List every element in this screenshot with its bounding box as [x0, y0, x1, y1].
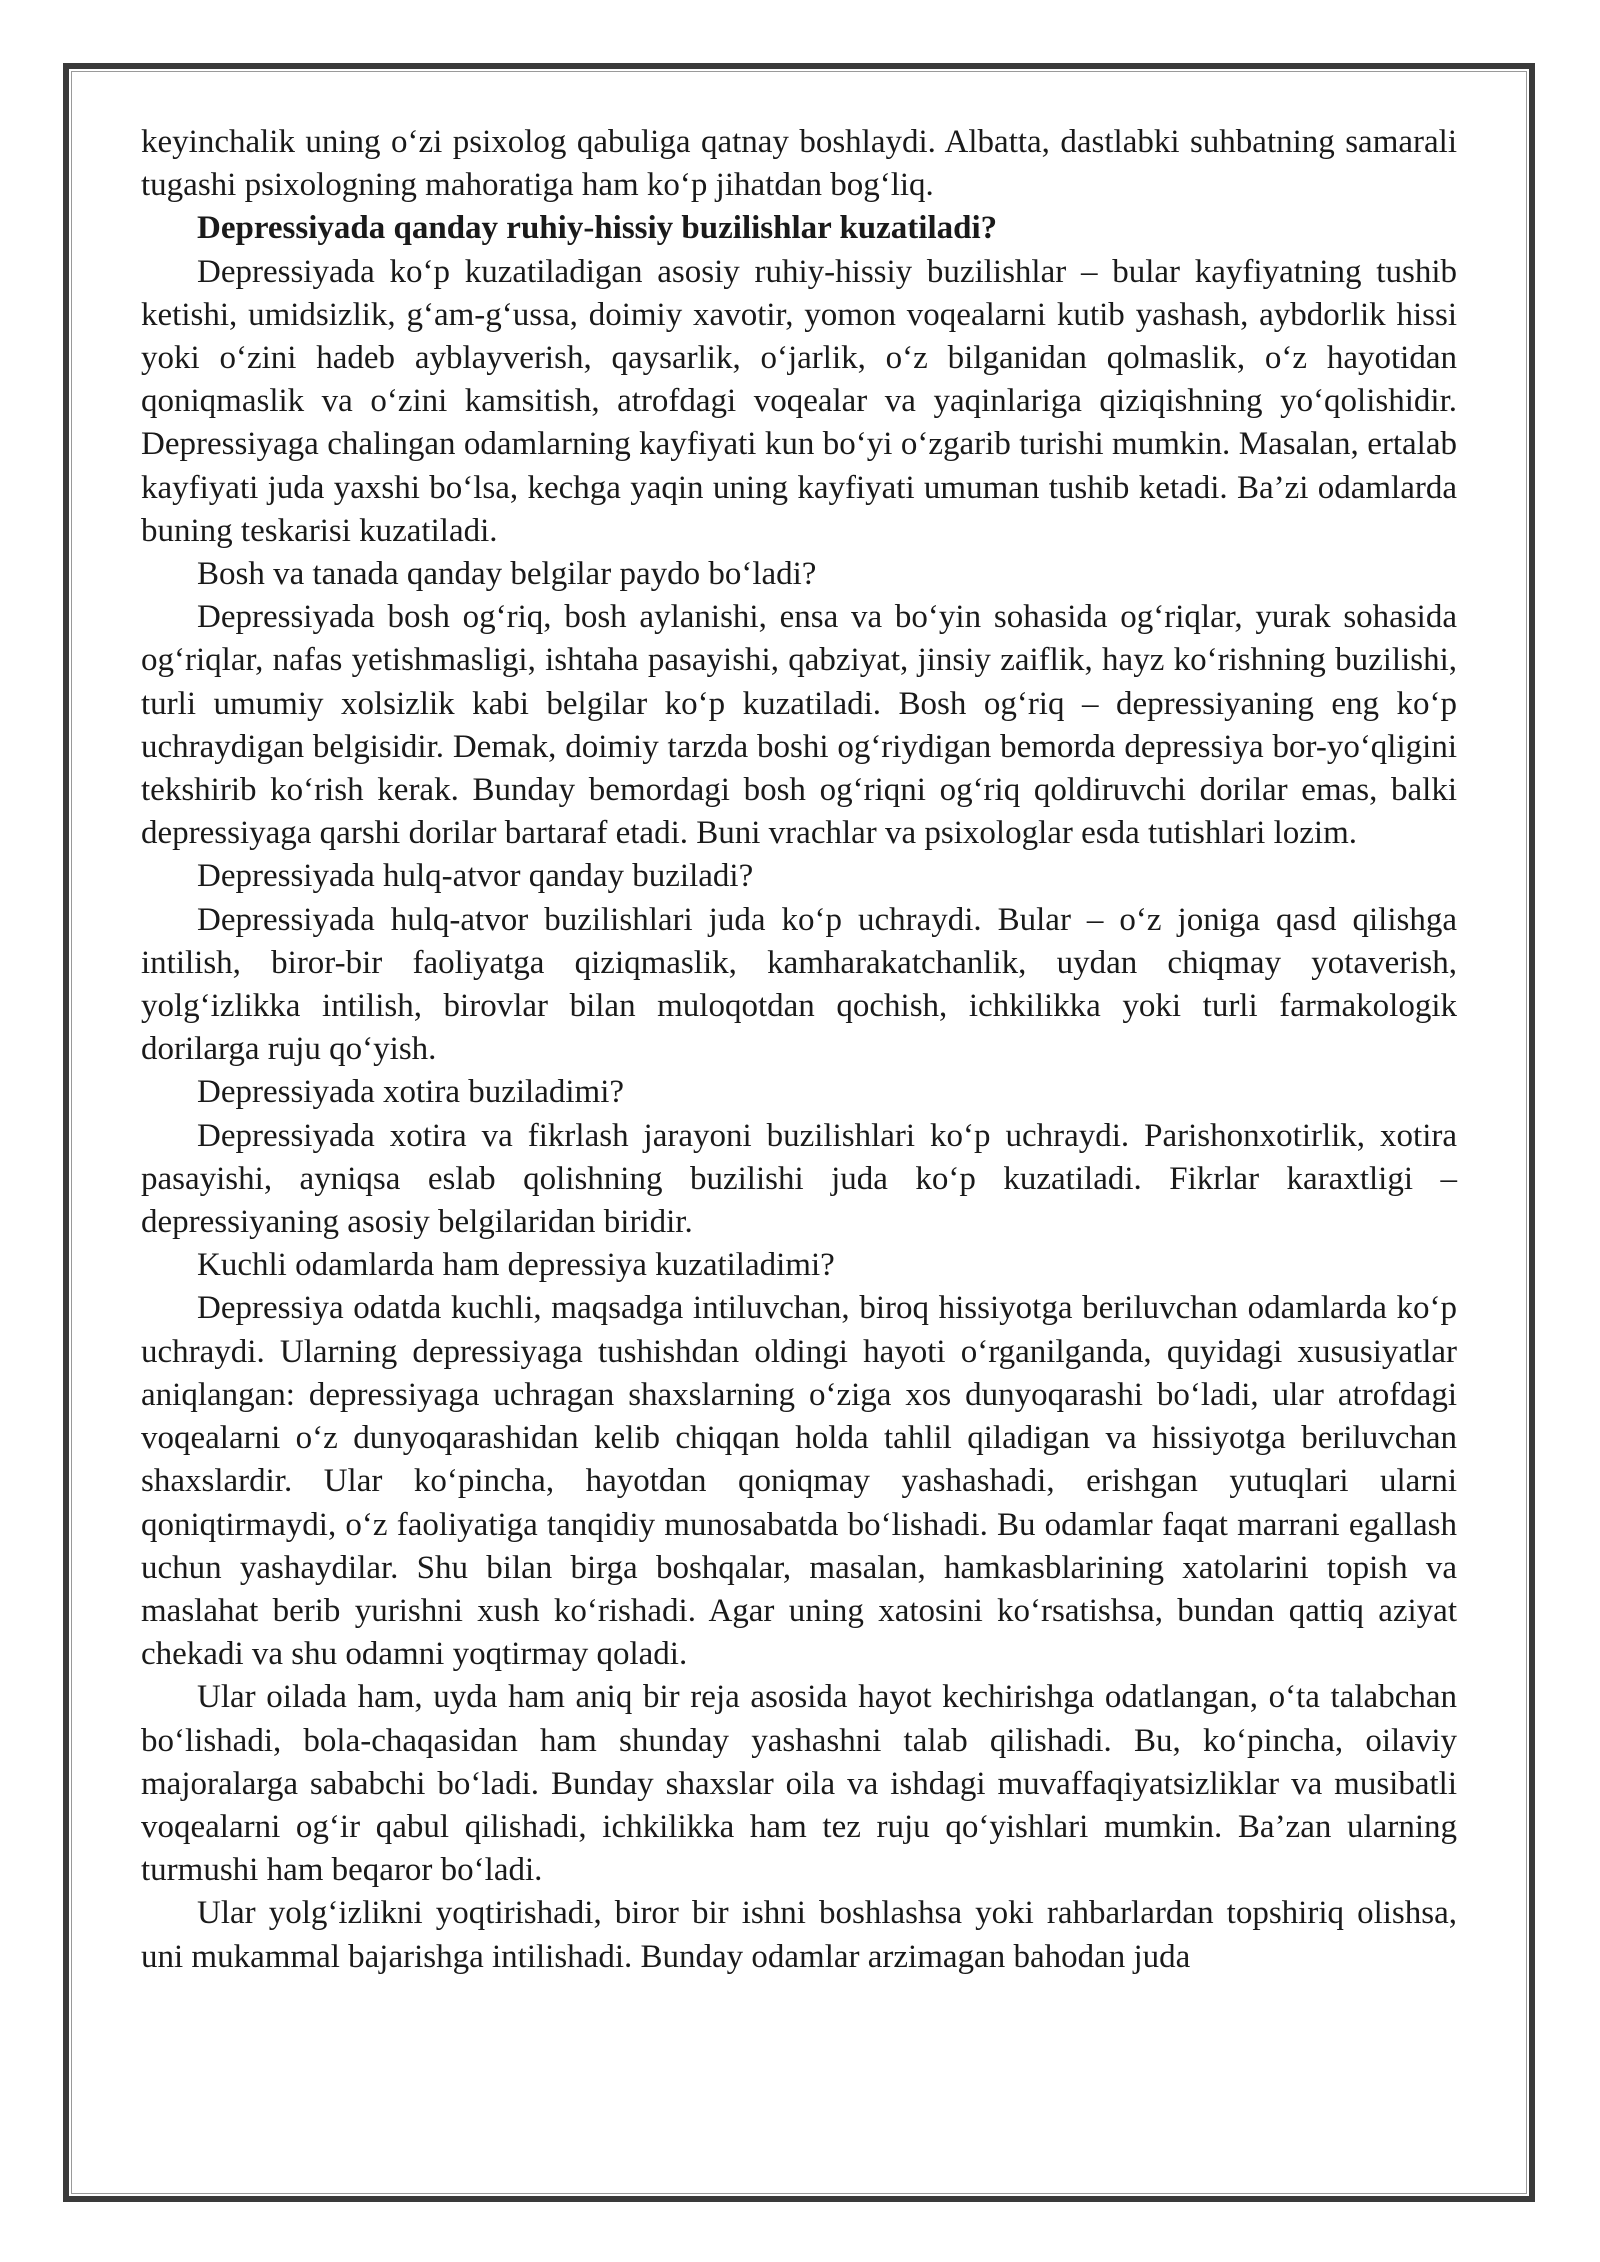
body-paragraph: Ular oilada ham, uyda ham aniq bir reja asosida hayot kechirishga odatlangan, o‘ta talabchan bo‘lishadi, bola-chaqasidan ham shunday yashashni talab qilishadi. Bu, ko‘pincha, oilaviy majoralarga sababchi bo‘ladi. Bunday shaxslar oila va ishdagi muvaffaqiyatsizliklar va musibatli voqealarni og‘ir qabul qilishadi, ichkilikka ham tez ruju qo‘yishlari mumkin. Ba’zan ularning turmushi ham beqaror bo‘ladi.	[141, 1679, 1457, 1889]
body-paragraph: Depressiyada bosh og‘riq, bosh aylanishi, ensa va bo‘yin sohasida og‘riqlar, yurak sohasida og‘riqlar, nafas yetishmasligi, ishtaha pasayishi, qabziyat, jinsiy zaiflik, hayz ko‘rishning buzilishi, turli umumiy xolsizlik kabi belgilar ko‘p kuzatiladi. Bosh og‘riq – depressiyaning eng ko‘p uchraydigan belgisidir. Demak, doimiy tarzda boshi og‘riydigan bemorda depressiya bor-yo‘qligini tekshirib ko‘rish kerak. Bunday bemordagi bosh og‘riqni og‘riq qoldiruvchi dorilar emas, balki depressiyaga qarshi dorilar bartaraf etadi. Buni vrachlar va psixologlar esda tutishlari lozim.	[141, 599, 1457, 852]
page-frame	[63, 63, 1535, 2202]
document-body	[141, 121, 1457, 1979]
body-paragraph: Ular yolg‘izlikni yoqtirishadi, biror bir ishni boshlashsa yoki rahbarlardan topshiriq olishsa, uni mukammal bajarishga intilishadi. Bunday odamlar arzimagan bahodan juda	[141, 1895, 1457, 1975]
question-heading: Depressiyada hulq-atvor qanday buziladi?	[197, 858, 754, 895]
question-heading: Kuchli odamlarda ham depressiya kuzatiladimi?	[197, 1247, 835, 1284]
body-paragraph: Depressiya odatda kuchli, maqsadga intiluvchan, biroq hissiyotga beriluvchan odamlarda ko‘p uchraydi. Ularning depressiyaga tushishdan oldingi hayoti o‘rganilganda, quyidagi xususiyatlar aniqlangan: depressiyaga uchragan shaxslarning o‘ziga xos dunyoqarashi bo‘ladi, ular atrofdagi voqealarni o‘z dunyoqarashidan kelib chiqqan holda tahlil qiladigan va hissiyotga beriluvchan shaxslardir. Ular ko‘pincha, hayotdan qoniqmay yashashadi, erishgan yutuqlari ularni qoniqtirmaydi, o‘z faoliyatiga tanqidiy munosabatda bo‘lishadi. Bu odamlar faqat marrani egallash uchun yashaydilar. Shu bilan birga boshqalar, masalan, hamkasblarining xatolarini topish va maslahat berib yurishni xush ko‘rishadi. Agar uning xatosini ko‘rsatishsa, bundan qattiq aziyat chekadi va shu odamni yoqtirmay qoladi.	[141, 1290, 1457, 1673]
question-heading: Depressiyada xotira buziladimi?	[197, 1074, 625, 1111]
paragraph-continuation: keyinchalik uning o‘zi psixolog qabuliga qatnay boshlaydi. Albatta, dastlabki suhbatning samarali tugashi psixologning mahoratiga ham ko‘p jihatdan bog‘liq.	[141, 124, 1457, 204]
question-heading: Bosh va tanada qanday belgilar paydo bo‘ladi?	[197, 556, 817, 593]
section-heading: Depressiyada qanday ruhiy-hissiy buzilishlar kuzatiladi?	[197, 210, 998, 247]
body-paragraph: Depressiyada hulq-atvor buzilishlari juda ko‘p uchraydi. Bular – o‘z joniga qasd qilishga intilish, biror-bir faoliyatga qiziqmaslik, kamharakatchanlik, uydan chiqmay yotaverish, yolg‘izlikka intilish, birovlar bilan muloqotdan qochish, ichkilikka yoki turli farmakologik dorilarga ruju qo‘yish.	[141, 901, 1457, 1068]
body-paragraph: Depressiyada xotira va fikrlash jarayoni buzilishlari ko‘p uchraydi. Parishonxotirlik, xotira pasayishi, ayniqsa eslab qolishning buzilishi juda ko‘p kuzatiladi. Fikrlar karaxtligi – depressiyaning asosiy belgilaridan biridir.	[141, 1117, 1457, 1241]
body-paragraph: Depressiyada ko‘p kuzatiladigan asosiy ruhiy-hissiy buzilishlar – bular kayfiyatning tushib ketishi, umidsizlik, g‘am-g‘ussa, doimiy xavotir, yomon voqealarni kutib yashash, aybdorlik hissi yoki o‘zini hadeb ayblayverish, qaysarlik, o‘jarlik, o‘z bilganidan qolmaslik, o‘z hayotidan qoniqmaslik va o‘zini kamsitish, atrofdagi voqealar va yaqinlariga qiziqishning yo‘qolishidir. Depressiyaga chalingan odamlarning kayfiyati kun bo‘yi o‘zgarib turishi mumkin. Masalan, ertalab kayfiyati juda yaxshi bo‘lsa, kechga yaqin uning kayfiyati umuman tushib ketadi. Ba’zi odamlarda buning teskarisi kuzatiladi.	[141, 253, 1457, 549]
